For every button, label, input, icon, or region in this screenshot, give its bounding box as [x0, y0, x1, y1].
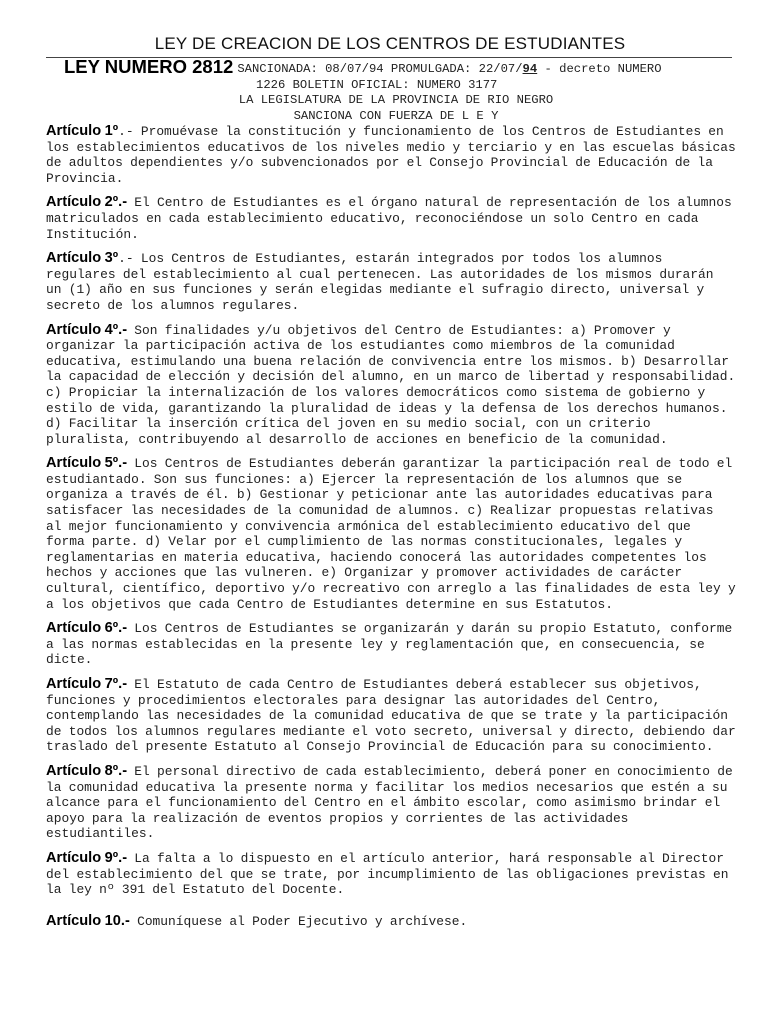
article-text: .- Los Centros de Estudiantes, estarán integrados por todos los alumnos regulares del establecimiento al cual pertenecen. Las autoridades de los mismos durarán un (1) año en sus funciones y serán elegidas mediante el sufragio directo, universal y secreto de los alumnos regulares. [46, 251, 714, 313]
article-text: Comuníquese al Poder Ejecutivo y archívese. [129, 913, 468, 929]
article-label: Artículo 4º.- [46, 321, 128, 338]
article-label: Artículo 10.- [46, 912, 130, 929]
law-header [46, 56, 736, 124]
article-4 [46, 323, 736, 448]
header-line-2: 1226 BOLETIN OFICIAL: NUMERO 3177 [256, 77, 498, 92]
article-text: La falta a lo dispuesto en el artículo anterior, hará responsable al Director del establecimiento del que se trate, por incumplimiento de las obligaciones previstas en la ley nº 391 del Estatuto del Docente. [46, 850, 729, 898]
article-label: Artículo 5º.- [46, 455, 128, 472]
article-text: .- Promuévase la constitución y funcionamiento de los Centros de Estudiantes en los establecimientos educativos de los niveles medio y terciario y en las escuelas básicas de adultos dependientes y/o subvencionados por el Consejo Provincial de Educación de la Provincia. [46, 124, 736, 186]
sanction-dates: SANCIONADA: 08/07/94 PROMULGADA: 22/07/ [237, 62, 523, 76]
article-label: Artículo 3º [46, 250, 119, 267]
sanction-line: SANCIONA CON FUERZA DE L E Y [293, 108, 499, 123]
law-number: LEY NUMERO 2812 [64, 56, 234, 77]
article-label: Artículo 8º.- [46, 762, 128, 779]
article-text: Los Centros de Estudiantes se organizarán y darán su propio Estatuto, conforme a las normas establecidas en la presente ley y reglamentación que, en consecuencia, se dicte. [46, 621, 733, 668]
article-7 [46, 677, 736, 755]
article-text: El personal directivo de cada establecimiento, deberá poner en conocimiento de la comunidad educativa la presente norma y facilitar los medios necesarios que estén a su alcance para el funcionamiento del Centro en el ámbito escolar, como asimismo brindar el apoyo para la realización de eventos propios y corrientes de las actividades estudiantiles. [46, 763, 733, 842]
article-1 [46, 124, 736, 186]
article-text: El Estatuto de cada Centro de Estudiantes deberá establecer sus objetivos, funciones y procedimientos electorales para designar las autoridades del Centro, contemplando las necesidades de la comunidad educativa de que se trate y la participación de todos los alumnos regulares mediante el voto secreto, universal y directo, debiendo dar traslado del presente Estatuto al Consejo Provincial de Educación para su conocimiento. [46, 677, 736, 755]
article-label: Artículo 7º.- [46, 676, 128, 692]
legislature-line: LA LEGISLATURA DE LA PROVINCIA DE RIO NEGRO [238, 93, 554, 107]
decree-label: - decreto NUMERO [537, 62, 662, 76]
article-5 [46, 456, 736, 612]
article-label: Artículo 6º.- [46, 620, 128, 637]
article-9 [46, 851, 736, 898]
article-label: Artículo 1º [46, 123, 119, 139]
article-text: Los Centros de Estudiantes deberán garantizar la participación real de todo el estudiantado. Son sus funciones: a) Ejercer la representación de los alumnos que se organiza a través de él. b) Gestionar y peticionar ante las autoridades educativas para satisfacer las necesidades de la comunidad de alumnos. c) Realizar propuestas relativas al mejor funcionamiento y convivencia armónica del establecimiento educativo del que forma parte. d) Velar por el cumplimiento de las normas constitucionales, legales y reglamentarias en materia educativa, haciendo conocerá las autoridades competentes los hechos y acciones que las vulneren. e) Organizar y promover actividades de carácter cultural, científico, deportivo y/o recreativo con arreglo a las finalidades de esta ley y a los objetivos que cada Centro de Estudiantes determine en sus Estatutos. [46, 456, 736, 612]
document-title: LEY DE CREACION DE LOS CENTROS DE ESTUDIANTES [154, 34, 626, 53]
article-6 [46, 621, 736, 668]
article-3 [46, 251, 736, 313]
header-line-1 [46, 56, 736, 78]
article-2 [46, 195, 736, 242]
articles-list [46, 124, 736, 938]
article-label: Artículo 2º.- [46, 194, 128, 211]
article-text: Son finalidades y/u objetivos del Centro de Estudiantes: a) Promover y organizar la participación activa de los estudiantes como miembros de la comunidad educativa, estimulando una buena relación de convivencia entre los mismos. b) Desarrollar la capacidad de elección y decisión del alumno, en un marco de libertad y responsabilidad. c) Propiciar la internalización de los valores democráticos como sistema de gobierno y estilo de vida, garantizando la pluralidad de ideas y la defensa de los derechos humanos. d) Facilitar la inserción crítica del joven en su medio social, con un criterio pluralista, contribuyendo al desarrollo de acciones en beneficio de la comunidad. [46, 322, 736, 447]
article-label: Artículo 9º.- [46, 849, 128, 866]
article-8 [46, 764, 736, 842]
promulgation-year: 94 [522, 62, 538, 76]
article-text: El Centro de Estudiantes es el órgano natural de representación de los alumnos matriculados en cada establecimiento educativo, reconociéndose un solo Centro en cada Institución. [46, 195, 732, 242]
article-10 [46, 914, 736, 930]
